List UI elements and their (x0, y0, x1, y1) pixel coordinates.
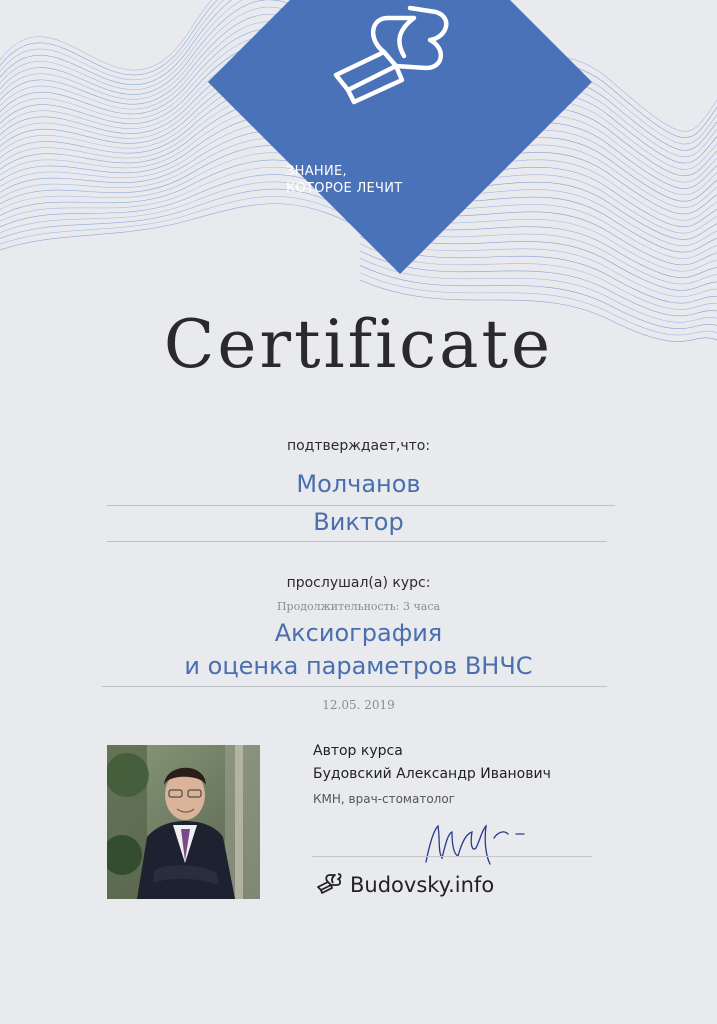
course-title-line-1: Аксиография (274, 619, 443, 647)
author-label: Автор курса (313, 743, 403, 759)
footer-logo-text: Budovsky.info (350, 873, 495, 897)
brand-diamond (208, 0, 592, 274)
divider-line (107, 541, 607, 542)
signature-line (312, 856, 592, 857)
author-signature (420, 812, 540, 872)
author-photo (107, 745, 260, 899)
recipient-first-name: Виктор (313, 508, 404, 536)
footer-brand (316, 873, 494, 897)
divider-line (107, 505, 615, 506)
certificate-title: Certificate (163, 306, 554, 383)
course-title-line-2: и оценка параметров ВНЧС (184, 652, 533, 680)
book-logo-icon (316, 873, 344, 897)
brand-tagline (286, 163, 446, 197)
confirms-label: подтверждает,что: (286, 438, 431, 454)
author-credentials: КМН, врач-стоматолог (313, 792, 455, 806)
attended-label: прослушал(а) курс: (286, 575, 431, 591)
divider-line (102, 686, 607, 687)
tagline-line-2: КОТОРОЕ ЛЕЧИТ (286, 181, 403, 196)
course-date: 12.05. 2019 (322, 698, 395, 712)
course-duration: Продолжительность: 3 часа (276, 600, 441, 613)
tagline-line-1: ЗНАНИЕ, (286, 164, 347, 179)
recipient-last-name: Молчанов (296, 470, 421, 498)
author-name: Будовский Александр Иванович (313, 766, 551, 782)
